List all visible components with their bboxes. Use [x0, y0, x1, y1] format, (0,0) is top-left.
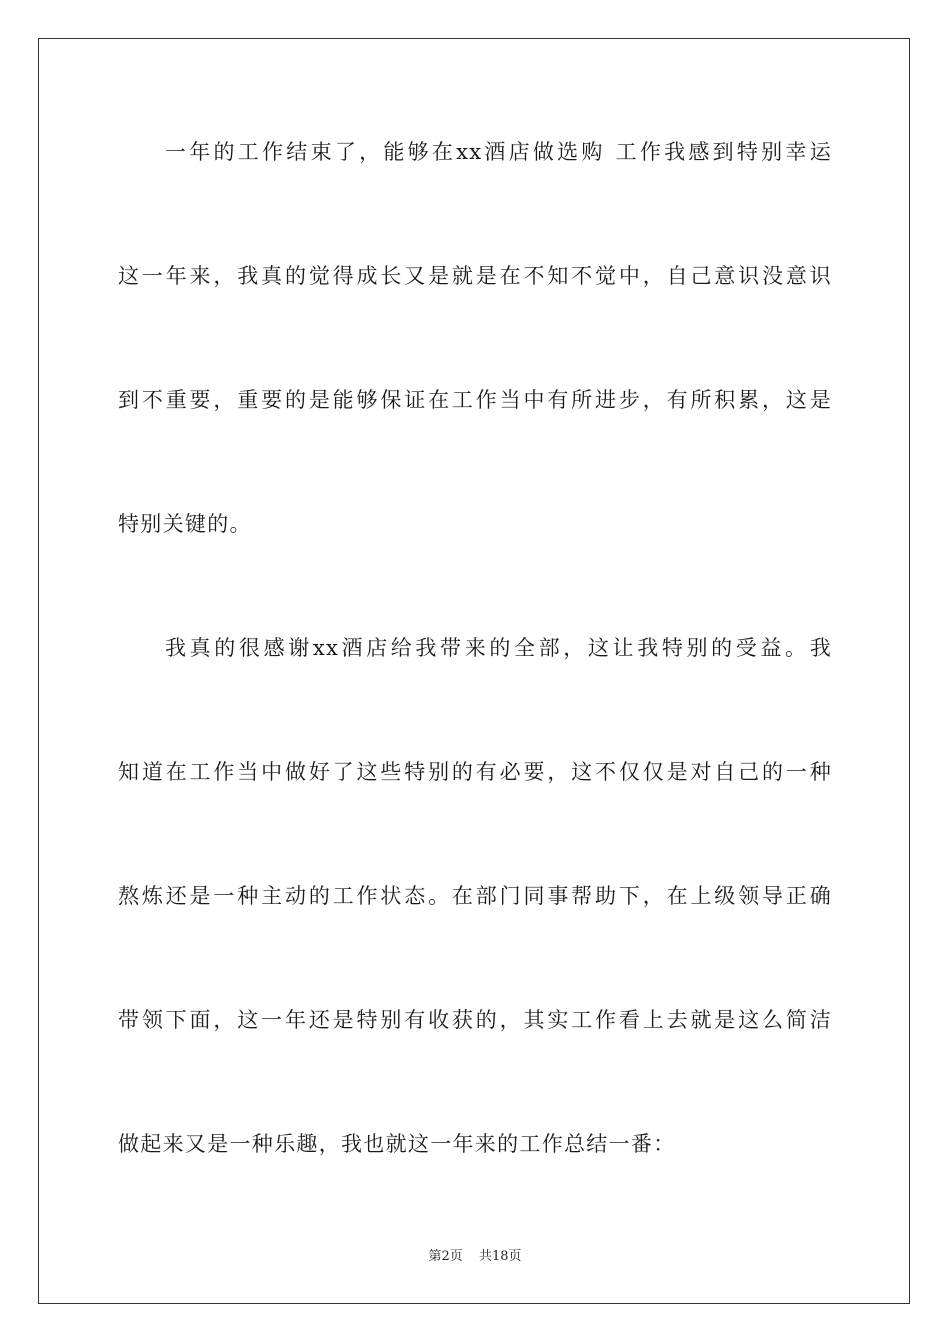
page-number: 第2页	[428, 1249, 463, 1264]
paragraph-2-line-1: 我真的很感谢xx酒店给我带来的全部，这让我特别的受益。我	[165, 636, 832, 660]
paragraph-1-line-4: 特别关键的。	[118, 512, 252, 536]
paragraph-2-line-4: 带领下面，这一年还是特别有收获的，其实工作看上去就是这么简洁	[118, 1008, 832, 1032]
paragraph-2-line-5: 做起来又是一种乐趣，我也就这一年来的工作总结一番：	[118, 1132, 676, 1156]
paragraph-1-line-3: 到不重要，重要的是能够保证在工作当中有所进步，有所积累，这是	[118, 388, 832, 412]
page-footer	[0, 1248, 950, 1266]
page-border	[38, 38, 910, 1304]
paragraph-2-line-2: 知道在工作当中做好了这些特别的有必要，这不仅仅是对自己的一种	[118, 760, 832, 784]
paragraph-1-line-2: 这一年来，我真的觉得成长又是就是在不知不觉中，自己意识没意识	[118, 264, 832, 288]
total-pages: 共18页	[478, 1249, 522, 1264]
paragraph-2-line-3: 熬炼还是一种主动的工作状态。在部门同事帮助下，在上级领导正确	[118, 884, 832, 908]
paragraph-1-line-1: 一年的工作结束了，能够在xx酒店做选购 工作我感到特别幸运	[165, 140, 832, 164]
